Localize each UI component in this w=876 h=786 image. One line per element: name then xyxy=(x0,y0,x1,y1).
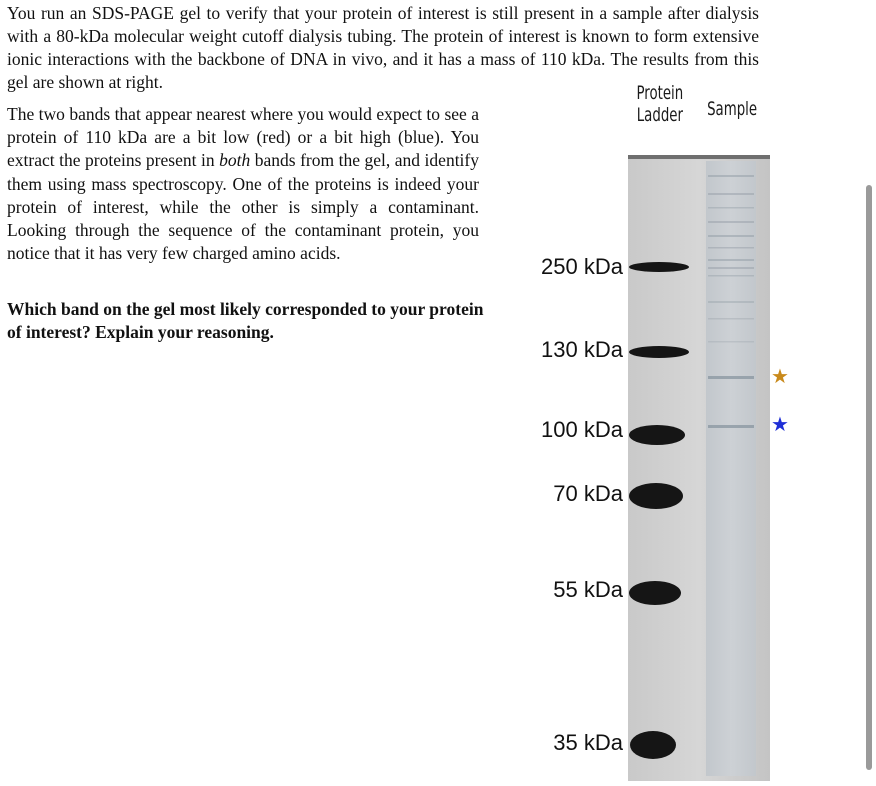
marker-label-70: 70 kDa xyxy=(553,481,623,506)
ladder-header-line2: Ladder xyxy=(636,104,683,126)
experiment-paragraph xyxy=(7,103,479,265)
marker-label-100: 100 kDa xyxy=(541,417,623,442)
sample-lane xyxy=(706,161,756,776)
marker-label-35: 35 kDa xyxy=(553,730,623,755)
vertical-scrollbar[interactable] xyxy=(866,185,872,770)
intro-paragraph: You run an SDS-PAGE gel to verify that your protein of interest is still present in a sample after dialysis with a 80-kDa molecular weight cutoff dialysis tubing. The protein of interest is known to form extensive ionic interactions with the backbone of DNA in vivo, and it has a mass of 110 kDa. The results from this gel are shown at right. xyxy=(7,3,759,92)
question-text: Which band on the gel most likely corresponded to your protein of interest? Explain your reasoning. xyxy=(7,299,484,342)
marker-label-55: 55 kDa xyxy=(553,577,623,602)
sample-band-upper xyxy=(708,376,754,379)
gel-image xyxy=(628,155,770,781)
gel-well-edge xyxy=(628,155,770,159)
sample-header: Sample xyxy=(707,98,758,120)
star-upper-glyph: ★ xyxy=(771,364,789,388)
star-icon-lower xyxy=(771,414,789,434)
star-lower-glyph: ★ xyxy=(771,412,789,436)
experiment-text-a: The two bands that appear nearest where you would expect to see a protein of 110 kDa are a bit low (red) or a bit high (blue). You extract the proteins present in xyxy=(7,104,479,171)
marker-label-250: 250 kDa xyxy=(541,254,623,279)
sample-band-lower xyxy=(708,425,754,428)
ladder-header xyxy=(631,82,689,126)
ladder-header-line1: Protein xyxy=(636,82,684,104)
marker-label-130: 130 kDa xyxy=(541,337,623,362)
experiment-text-b: bands from the gel, and identify them using mass spectroscopy. One of the proteins is indeed your protein of interest, while the other is simply a contaminant. Looking through the sequence of the contaminant protein, you notice that it has very few charged amino acids. xyxy=(7,150,479,264)
star-icon-upper xyxy=(771,366,789,386)
experiment-text-emphasis: both xyxy=(219,150,251,171)
